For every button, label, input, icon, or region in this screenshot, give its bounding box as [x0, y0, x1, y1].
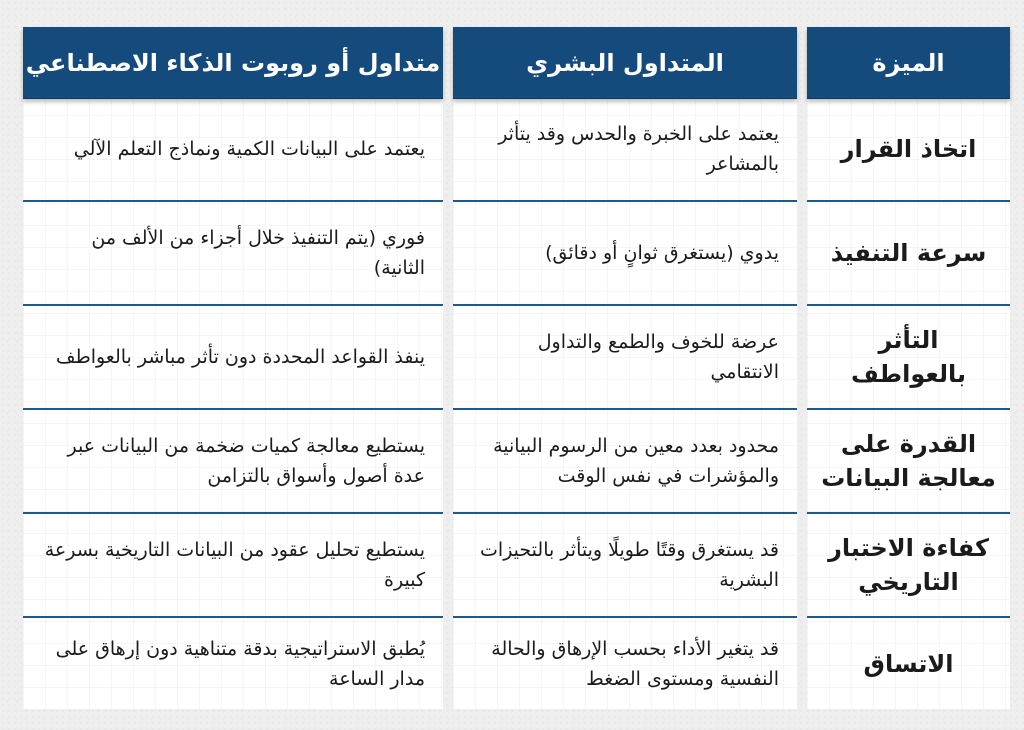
- feature-cell-decision: اتخاذ القرار: [807, 98, 1010, 202]
- human-cell-data-processing: محدود بعدد معين من الرسوم البيانية والمؤشرات في نفس الوقت: [453, 410, 797, 514]
- ai-cell-decision: يعتمد على البيانات الكمية ونماذج التعلم الآلي: [23, 98, 443, 202]
- header-ai-trader: متداول أو روبوت الذكاء الاصطناعي: [23, 27, 443, 99]
- feature-column: [807, 27, 1010, 709]
- header-feature: الميزة: [807, 27, 1010, 99]
- feature-cell-consistency: الاتساق: [863, 649, 954, 678]
- header-human-trader: المتداول البشري: [453, 27, 797, 99]
- ai-cell-emotion: ينفذ القواعد المحددة دون تأثر مباشر بالعواطف: [23, 306, 443, 410]
- human-cell-backtesting: قد يستغرق وقتًا طويلًا ويتأثر بالتحيزات البشرية: [453, 514, 797, 618]
- ai-cell-speed: فوري (يتم التنفيذ خلال أجزاء من الألف من الثانية): [23, 202, 443, 306]
- feature-cell-emotion: التأثر بالعواطف: [807, 306, 1010, 410]
- human-cell-emotion: عرضة للخوف والطمع والتداول الانتقامي: [453, 306, 797, 410]
- ai-cell-data-processing: يستطيع معالجة كميات ضخمة من البيانات عبر عدة أصول وأسواق بالتزامن: [23, 410, 443, 514]
- human-cell-decision: يعتمد على الخبرة والحدس وقد يتأثر بالمشاعر: [453, 98, 797, 202]
- comparison-table: [14, 27, 1010, 709]
- ai-cell-backtesting: يستطيع تحليل عقود من البيانات التاريخية بسرعة كبيرة: [23, 514, 443, 618]
- feature-cell-speed: سرعة التنفيذ: [807, 202, 1010, 306]
- ai-trader-column: [23, 27, 443, 709]
- human-cell-speed: يدوي (يستغرق ثوانٍ أو دقائق): [453, 202, 797, 306]
- human-trader-column: [453, 27, 797, 709]
- human-cell-consistency: قد يتغير الأداء بحسب الإرهاق والحالة النفسية ومستوى الضغط: [491, 637, 779, 690]
- ai-cell-consistency: يُطبق الاستراتيجية بدقة متناهية دون إرهاق على مدار الساعة: [55, 637, 425, 690]
- feature-cell-backtesting: كفاءة الاختبار التاريخي: [807, 514, 1010, 618]
- feature-cell-data-processing: القدرة على معالجة البيانات: [807, 410, 1010, 514]
